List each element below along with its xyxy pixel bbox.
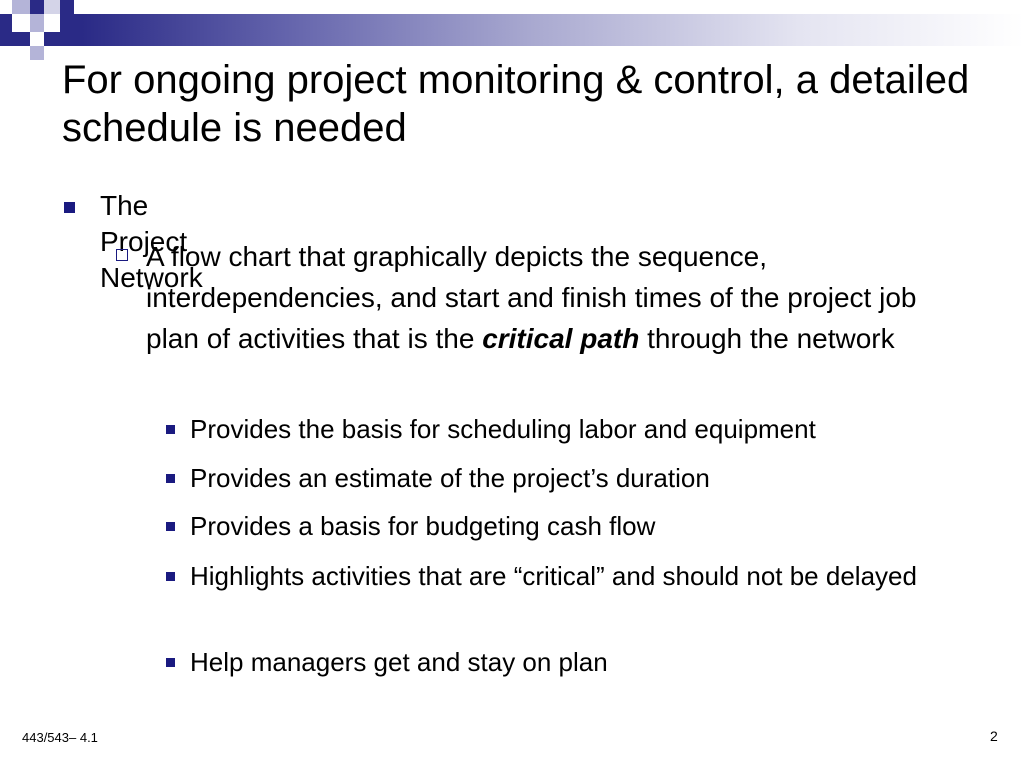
bullet-square-icon <box>166 572 175 581</box>
corner-square <box>12 32 30 46</box>
bullet-level2-text-part2: through the network <box>639 323 895 354</box>
slide-number: 2 <box>990 728 998 744</box>
bullet-square-icon <box>166 522 175 531</box>
bullet-level3-text: Highlights activities that are “critical” and should not be delayed <box>190 561 917 591</box>
bullet-square-icon <box>166 474 175 483</box>
bullet-level2-text <box>146 236 946 359</box>
bullet-square-icon <box>64 202 75 213</box>
bullet-level2-text-part1: A flow chart that graphically depicts the sequence, interdependencies, and start and finish times of the project job plan of activities that is the <box>146 241 917 354</box>
corner-square <box>60 0 74 14</box>
critical-path-emphasis: critical path <box>482 323 640 354</box>
bullet-square-icon <box>166 658 175 667</box>
corner-square <box>30 14 44 32</box>
bullet-square-icon <box>166 425 175 434</box>
bullet-hollow-square-icon <box>116 249 128 261</box>
corner-square <box>44 0 60 14</box>
header-gradient-band <box>0 14 1024 46</box>
bullet-level3-text: Provides an estimate of the project’s duration <box>190 463 710 493</box>
corner-square <box>0 14 12 32</box>
corner-square <box>12 14 30 32</box>
bullet-level3-text: Provides the basis for scheduling labor and equipment <box>190 414 816 444</box>
bullet-level3-text: Help managers get and stay on plan <box>190 647 608 677</box>
slide-title: For ongoing project monitoring & control, a detailed schedule is needed <box>62 58 970 150</box>
footer-course-label: 443/543– 4.1 <box>22 730 98 745</box>
corner-square <box>30 46 44 60</box>
bullet-level1-text: The Project Network <box>100 190 203 293</box>
corner-square <box>44 32 60 46</box>
corner-square <box>12 0 30 14</box>
corner-square <box>44 14 60 32</box>
corner-square <box>30 0 44 14</box>
bullet-level3-text: Provides a basis for budgeting cash flow <box>190 511 656 541</box>
corner-square <box>30 32 44 46</box>
